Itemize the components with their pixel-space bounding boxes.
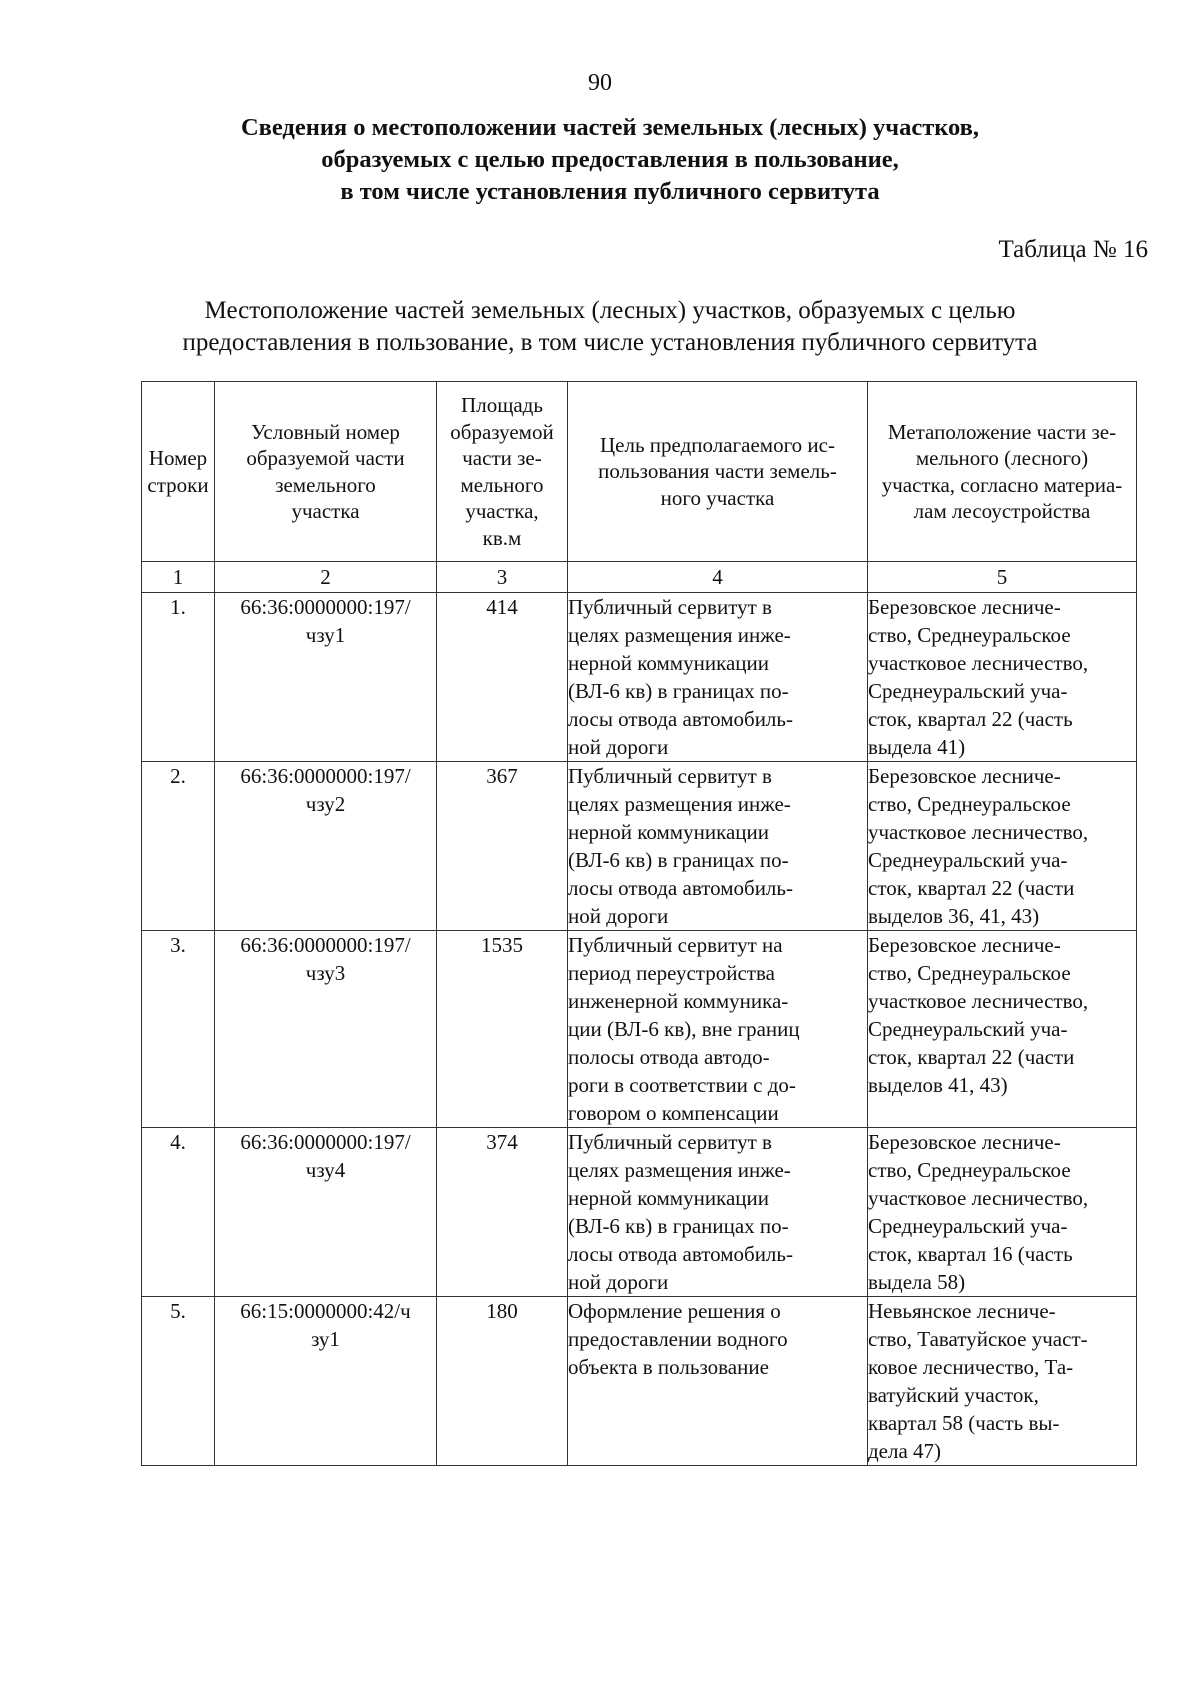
plot-code-cell xyxy=(215,1128,437,1297)
location-cell-line: сток, квартал 16 (часть xyxy=(868,1242,1073,1266)
column-number: 4 xyxy=(568,562,868,593)
location-cell-line: ство, Таватуйское участ- xyxy=(868,1327,1088,1351)
purpose-cell-line: ной дороги xyxy=(568,735,669,759)
header-row-number: Номер строки xyxy=(142,382,215,562)
purpose-cell xyxy=(568,1128,868,1297)
purpose-cell-line: период переустройства xyxy=(568,961,775,985)
plot-code-cell-line: чзу1 xyxy=(305,623,346,647)
area-cell: 374 xyxy=(437,1128,568,1297)
location-cell-line: Среднеуральский уча- xyxy=(868,848,1068,872)
plot-code-cell-line: чзу2 xyxy=(305,792,346,816)
area-cell: 1535 xyxy=(437,931,568,1128)
location-cell-line: Березовское лесниче- xyxy=(868,933,1061,957)
table-row xyxy=(142,1128,1137,1297)
purpose-cell-line: нерной коммуникации xyxy=(568,651,769,675)
purpose-cell xyxy=(568,1297,868,1466)
plot-code-cell-line: 66:15:0000000:42/ч xyxy=(240,1299,411,1323)
location-cell-line: участковое лесничество, xyxy=(868,1186,1089,1210)
purpose-cell-line: лосы отвода автомобиль- xyxy=(568,1242,793,1266)
purpose-cell-line: Публичный сервитут в xyxy=(568,595,772,619)
location-cell-line: Невьянское лесниче- xyxy=(868,1299,1056,1323)
location-cell-line: ватуйский участок, xyxy=(868,1383,1039,1407)
location-cell-line: выделов 41, 43) xyxy=(868,1073,1008,1097)
purpose-cell-line: ции (ВЛ-6 кв), вне границ xyxy=(568,1017,800,1041)
location-cell-line: ство, Среднеуральское xyxy=(868,961,1071,985)
location-cell-line: ство, Среднеуральское xyxy=(868,623,1071,647)
purpose-cell-line: нерной коммуникации xyxy=(568,1186,769,1210)
purpose-cell-line: целях размещения инже- xyxy=(568,792,791,816)
header-area: Площадь образуемой части зе- мельного участка, кв.м xyxy=(437,382,568,562)
purpose-cell-line: целях размещения инже- xyxy=(568,1158,791,1182)
page-number: 90 xyxy=(588,70,612,96)
column-number-row xyxy=(142,562,1137,593)
table-row xyxy=(142,1297,1137,1466)
location-cell xyxy=(868,931,1137,1128)
purpose-cell-line: лосы отвода автомобиль- xyxy=(568,876,793,900)
table-number: Таблица № 16 xyxy=(998,236,1148,263)
location-cell-line: выделов 36, 41, 43) xyxy=(868,904,1040,928)
plot-code-cell-line: 66:36:0000000:197/ xyxy=(240,595,411,619)
purpose-cell-line: объекта в пользование xyxy=(568,1355,769,1379)
location-cell-line: Среднеуральский уча- xyxy=(868,1017,1068,1041)
row-number-cell: 4. xyxy=(142,1128,215,1297)
location-cell-line: ство, Среднеуральское xyxy=(868,1158,1071,1182)
plot-code-cell xyxy=(215,593,437,762)
location-cell xyxy=(868,593,1137,762)
location-cell-line: ковое лесничество, Та- xyxy=(868,1355,1074,1379)
heading-line: образуемых с целью предоставления в пользование, xyxy=(321,146,899,173)
purpose-cell xyxy=(568,931,868,1128)
area-cell: 180 xyxy=(437,1297,568,1466)
purpose-cell-line: нерной коммуникации xyxy=(568,820,769,844)
plot-code-cell-line: чзу3 xyxy=(305,961,346,985)
caption-line: Местоположение частей земельных (лесных) участков, образуемых с целью xyxy=(204,297,1016,324)
plot-code-cell-line: 66:36:0000000:197/ xyxy=(240,1130,411,1154)
row-number-cell: 5. xyxy=(142,1297,215,1466)
column-number: 5 xyxy=(868,562,1137,593)
plot-code-cell-line: 66:36:0000000:197/ xyxy=(240,933,411,957)
purpose-cell-line: Публичный сервитут в xyxy=(568,764,772,788)
location-cell-line: выдела 58) xyxy=(868,1270,966,1294)
heading-line: Сведения о местоположении частей земельных (лесных) участков, xyxy=(240,114,980,141)
plot-code-cell xyxy=(215,931,437,1128)
locations-table xyxy=(141,381,1137,1466)
purpose-cell-line: роги в соответствии с до- xyxy=(568,1073,796,1097)
purpose-cell xyxy=(568,593,868,762)
area-cell: 367 xyxy=(437,762,568,931)
purpose-cell-line: ной дороги xyxy=(568,904,669,928)
plot-code-cell xyxy=(215,762,437,931)
heading-line: в том числе установления публичного сервитута xyxy=(340,178,880,205)
plot-code-cell-line: зу1 xyxy=(311,1327,340,1351)
table-row xyxy=(142,593,1137,762)
table-header-row xyxy=(142,382,1137,562)
location-cell-line: Березовское лесниче- xyxy=(868,1130,1061,1154)
location-cell-line: Среднеуральский уча- xyxy=(868,679,1068,703)
location-cell-line: сток, квартал 22 (части xyxy=(868,876,1075,900)
table-row xyxy=(142,931,1137,1128)
row-number-cell: 1. xyxy=(142,593,215,762)
location-cell-line: ство, Среднеуральское xyxy=(868,792,1071,816)
location-cell-line: сток, квартал 22 (часть xyxy=(868,707,1073,731)
purpose-cell-line: целях размещения инже- xyxy=(568,623,791,647)
location-cell-line: квартал 58 (часть вы- xyxy=(868,1411,1060,1435)
caption-line: предоставления в пользование, в том числе установления публичного сервитута xyxy=(182,329,1038,356)
header-location: Метаположение части зе- мельного (лесного) участка, согласно материа- лам лесоустройства xyxy=(868,382,1137,562)
purpose-cell-line: говором о компенсации xyxy=(568,1101,779,1125)
plot-code-cell-line: чзу4 xyxy=(305,1158,346,1182)
location-cell-line: Среднеуральский уча- xyxy=(868,1214,1068,1238)
document-heading xyxy=(150,112,1070,208)
purpose-cell-line: (ВЛ-6 кв) в границах по- xyxy=(568,848,789,872)
location-cell-line: участковое лесничество, xyxy=(868,989,1089,1013)
column-number: 2 xyxy=(215,562,437,593)
purpose-cell-line: (ВЛ-6 кв) в границах по- xyxy=(568,1214,789,1238)
table-row xyxy=(142,762,1137,931)
purpose-cell-line: предоставлении водного xyxy=(568,1327,788,1351)
location-cell-line: сток, квартал 22 (части xyxy=(868,1045,1075,1069)
location-cell xyxy=(868,1297,1137,1466)
row-number-cell: 2. xyxy=(142,762,215,931)
location-cell-line: Березовское лесниче- xyxy=(868,595,1061,619)
area-cell: 414 xyxy=(437,593,568,762)
location-cell xyxy=(868,1128,1137,1297)
column-number: 1 xyxy=(142,562,215,593)
header-plot-code: Условный номер образуемой части земельного участка xyxy=(215,382,437,562)
purpose-cell-line: Публичный сервитут на xyxy=(568,933,783,957)
row-number-cell: 3. xyxy=(142,931,215,1128)
purpose-cell-line: ной дороги xyxy=(568,1270,669,1294)
purpose-cell xyxy=(568,762,868,931)
plot-code-cell-line: 66:36:0000000:197/ xyxy=(240,764,411,788)
purpose-cell-line: (ВЛ-6 кв) в границах по- xyxy=(568,679,789,703)
column-number: 3 xyxy=(437,562,568,593)
table-caption xyxy=(140,295,1080,359)
purpose-cell-line: Публичный сервитут в xyxy=(568,1130,772,1154)
location-cell-line: дела 47) xyxy=(868,1439,942,1463)
location-cell-line: участковое лесничество, xyxy=(868,820,1089,844)
location-cell-line: Березовское лесниче- xyxy=(868,764,1061,788)
purpose-cell-line: Оформление решения о xyxy=(568,1299,781,1323)
location-cell xyxy=(868,762,1137,931)
purpose-cell-line: полосы отвода автодо- xyxy=(568,1045,770,1069)
purpose-cell-line: лосы отвода автомобиль- xyxy=(568,707,793,731)
plot-code-cell xyxy=(215,1297,437,1466)
location-cell-line: выдела 41) xyxy=(868,735,966,759)
purpose-cell-line: инженерной коммуника- xyxy=(568,989,789,1013)
location-cell-line: участковое лесничество, xyxy=(868,651,1089,675)
header-purpose: Цель предполагаемого ис- пользования части земель- ного участка xyxy=(568,382,868,562)
